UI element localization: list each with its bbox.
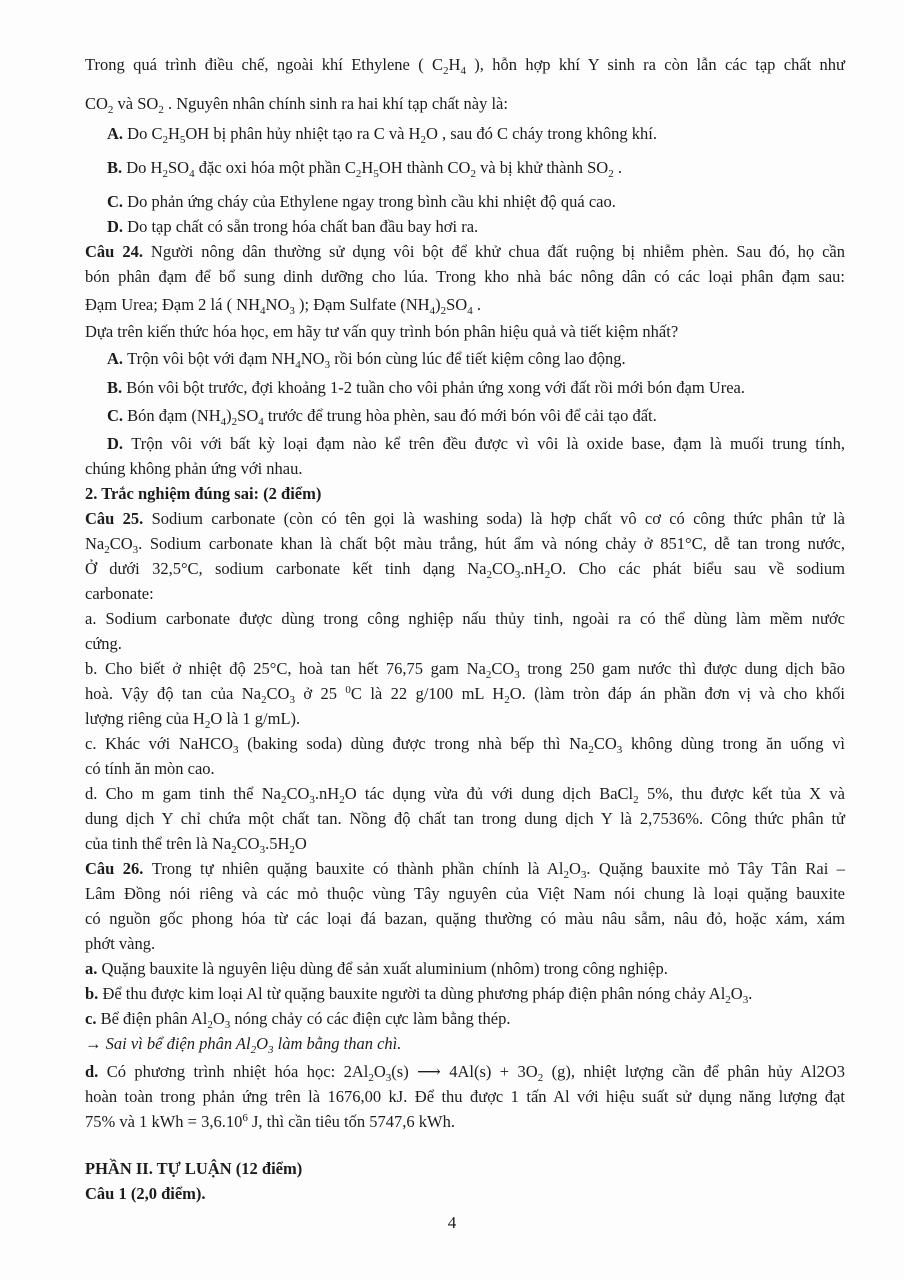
text-segment: Do H [126,158,163,177]
text-segment: Trong tự nhiên quặng bauxite có thành phần chính là Al [151,859,564,878]
text-segment: Sodium carbonate (còn có tên gọi là washing soda) là hợp chất vô cơ có công thức phân tử là [151,509,845,528]
cau24-line-3 [85,292,845,317]
cau26-line-4 [85,931,845,956]
cau25-line-2 [85,531,845,556]
text-segment: C. [107,406,128,425]
text-segment: 2 [231,844,237,856]
cau25-item-b-line-2 [85,681,845,706]
text-segment: c. [85,1009,101,1028]
cau25-item-b-line-1 [85,656,845,681]
text-segment: 5%, thu được kết tủa X và [638,784,845,803]
text-segment: Người nông dân thường sử dụng vôi bột để khử chua đất ruộng bị nhiễm phèn. Sau đó, họ cần [150,242,846,261]
text-segment: ), hỗn hợp khí Y sinh ra còn lẫn các tạp chất như [465,55,845,74]
cau24-option-d-line-2 [85,456,845,481]
text-segment: 4 [429,305,436,317]
text-segment: 4 [460,65,466,77]
text-segment: . Quặng bauxite mỏ Tây Tân Rai – [586,859,846,878]
cau25-item-a-line-1 [85,606,845,631]
cau26-item-b [85,981,845,1006]
text-segment: CO [266,684,290,703]
text-segment: 3 [268,1044,274,1056]
text-segment: ) [435,295,441,314]
text-segment: 3 [324,359,331,371]
text-segment: Bón đạm (NH [127,406,221,425]
text-segment: 2 [504,694,510,706]
cau25-item-b-line-3 [85,706,845,731]
lead-intro-line-2 [85,91,845,116]
text-segment: b. [85,984,103,1003]
cau26-line-1 [85,856,845,881]
text-segment: 2 [725,994,731,1006]
text-segment: 3 [385,1072,392,1084]
text-segment: đặc oxi hóa một phần C [194,158,356,177]
text-segment: CO [593,734,617,753]
text-segment: H [361,158,374,177]
text-segment: 3 [580,869,587,881]
text-segment: SO [446,295,468,314]
lead-intro-line-1 [85,52,845,77]
text-segment: CO [492,559,515,578]
text-segment: B. [107,158,127,177]
text-segment: Câu 25. [85,509,152,528]
text-segment: 3 [616,744,623,756]
cau24-option-c [85,403,845,428]
text-segment: Do C [127,124,163,143]
text-segment: 3 [233,744,239,756]
cau25-item-a-line-2 [85,631,845,656]
text-segment: 2 [355,168,362,180]
text-segment: Trong quá trình điều chế, ngoài khí Ethylene ( [85,55,433,74]
text-segment: (baking soda) dùng được trong nhà bếp thì Na [238,734,589,753]
text-segment: 75% và 1 kWh = 3,6.10 [85,1112,243,1131]
cau26-item-c [85,1006,845,1031]
text-segment: OH thành CO [378,158,471,177]
text-segment: OH bị phân hủy nhiệt tạo ra C và H [185,124,421,143]
cau25-line-3 [85,556,845,581]
cau25-item-d-line-3 [85,831,845,856]
text-segment: chúng không phản ứng với nhau. [85,459,303,478]
text-segment: 3 [132,544,139,556]
text-segment: O [256,1034,269,1053]
text-segment: . [472,295,481,314]
text-segment: 2 [440,305,447,317]
cau24-line-4 [85,319,845,344]
cau24-option-d-line-1 [85,431,845,456]
cau25-item-c-line-2 [85,756,845,781]
page-number: 4 [447,1213,457,1232]
text-segment: 2 [261,694,267,706]
cau26-item-c-correction [85,1031,845,1056]
text-segment: CO [85,94,108,113]
text-segment: . Sodium carbonate khan là chất bột màu trắng, hút ẩm và nóng chảy ở 851°C, dễ tan trong nước, [138,534,845,553]
document-content [85,52,845,1206]
cau24-line-1 [85,239,845,264]
text-segment: O [730,984,743,1003]
text-segment: dung dịch Y chỉ chứa một chất tan. Nồng độ chất tan trong dung dịch Y là 2,7536%. Công thức phân tử [85,809,845,828]
lead-option-c [85,189,845,214]
text-segment: 2 [231,416,238,428]
text-segment: a. [85,959,102,978]
text-segment: . Nguyên nhân chính sinh ra hai khí tạp chất này là: [163,94,508,113]
text-segment: → Sai vì bể điện phân Al [85,1034,251,1053]
text-segment: CO [286,784,310,803]
text-segment: nóng chảy có các điện cực làm bằng thép. [230,1009,511,1028]
text-segment: 2 [563,869,569,881]
text-segment: 2 [250,1044,257,1056]
text-segment: d. [85,1062,107,1081]
text-segment: 5 [179,134,186,146]
text-segment: 2 [420,134,426,146]
text-segment: O là 1 g/mL). [210,709,301,728]
text-segment: .5H [265,834,290,853]
text-segment: Câu 24. [85,242,151,261]
text-segment: 4 [189,168,195,180]
text-segment: Ở dưới 32,5°C, sodium carbonate kết tinh dạng Na [85,559,487,578]
text-segment: O , sau đó C cháy trong không khí. [425,124,657,143]
text-segment: A. [107,349,128,368]
text-segment: SO [237,406,259,425]
section2-heading [85,481,845,506]
text-segment: 2 [443,65,449,77]
text-segment: trước để trung hòa phèn, sau đó mới bón vôi để cải tạo đất. [263,406,657,425]
text-segment: C. [107,192,128,211]
cau25-line-1 [85,506,845,531]
text-segment: 2 [537,1072,544,1084]
text-segment: CO [236,834,260,853]
text-segment: Để thu được kim loại Al từ quặng bauxite người ta dùng phương pháp điện phân nóng chảy Al [102,984,726,1003]
text-segment: 2 [204,719,211,731]
text-segment: ) [226,406,232,425]
text-segment: 4 [260,305,266,317]
text-segment: ở 25 [294,684,346,703]
cau26-item-d-line-1 [85,1059,845,1084]
text-segment: 3 [514,569,521,581]
cau25-item-d-line-1 [85,781,845,806]
text-segment: 2 [162,168,168,180]
text-segment: Do tạp chất có sẵn trong hóa chất ban đầu bay hơi ra. [127,217,479,236]
text-segment: 2 [289,844,295,856]
text-segment: C là 22 g/100 mL H [350,684,505,703]
text-segment: 4 [258,416,264,428]
text-segment: làm bằng than chì. [273,1034,402,1053]
cau25-line-4 [85,581,845,606]
text-segment: không dùng trong ăn uống vì [622,734,845,753]
text-segment: O [294,834,307,853]
text-segment: rồi bón cùng lúc để tiết kiệm công lao động. [330,349,626,368]
text-segment: 3 [742,994,749,1006]
text-segment: 2 [368,1072,374,1084]
text-segment: O. (làm tròn đáp án phần đơn vị và cho khối [509,684,845,703]
text-segment: 2 [485,669,492,681]
text-segment: cứng. [85,634,122,653]
text-segment: hoàn toàn trong phản ứng trên là 1676,00 kJ. Để thu được 1 tấn Al với hiệu suất sử dụng năng lượng đạt [85,1087,845,1106]
text-segment: H [448,55,461,74]
text-segment: Đạm Urea; Đạm 2 lá ( NH [85,295,261,314]
text-segment: 2 [158,104,164,116]
text-segment: d. Cho m gam tinh thể Na [85,784,281,803]
text-segment: Câu 1 (2,0 điểm). [85,1184,206,1203]
part2-heading [85,1156,845,1181]
text-segment: O. Cho các phát biểu sau về sodium [550,559,845,578]
cau26-line-2 [85,881,845,906]
text-segment: D. [107,217,128,236]
text-segment: 2 [207,1019,213,1031]
text-segment: 6 [242,1112,248,1124]
text-segment: Bể điện phân Al [100,1009,208,1028]
text-segment: 3 [289,694,295,706]
text-segment: 2 [633,794,639,806]
text-segment: b. Cho biết ở nhiệt độ 25°C, hoà tan hết 76,75 gam Na [85,659,486,678]
text-segment: 4 [295,359,301,371]
text-segment: bón phân đạm để bổ sung dinh dưỡng cho lúa. Trong kho nhà bác nông dân có các loại phân đạm sau: [85,267,845,286]
text-segment: D. [107,434,132,453]
text-segment: 2. Trắc nghiệm đúng sai: (2 điểm) [85,484,322,503]
text-segment: Bón vôi bột trước, đợi khoảng 1-2 tuần cho vôi phản ứng xong với đất rồi mới bón đạm Urea. [126,378,745,397]
text-segment: Dựa trên kiến thức hóa học, em hãy tư vấn quy trình bón phân hiệu quả và tiết kiệm nhất? [85,322,679,341]
text-segment: 5 [373,168,379,180]
text-segment: có nguồn gốc phong hóa từ các loại đá bazan, quặng thường có màu nâu sẫm, nâu đỏ, hoặc xám, xám [85,909,845,928]
cau26-item-d-line-2 [85,1084,845,1109]
text-segment: O tác dụng vừa đủ với dung dịch BaCl [344,784,634,803]
text-segment: 4 [467,305,473,317]
text-segment: 2 [339,794,345,806]
text-segment: .nH [314,784,340,803]
text-segment: 2 [486,569,492,581]
text-segment: 2 [280,794,287,806]
cau26-item-a [85,956,845,981]
text-segment: lượng riêng của H [85,709,205,728]
text-segment: Quặng bauxite là nguyên liệu dùng để sản xuất aluminium (nhôm) trong công nghiệp. [101,959,668,978]
text-segment: O [568,859,581,878]
text-segment: 3 [259,844,266,856]
text-segment: ); Đạm Sulfate (NH [294,295,430,314]
cau24-line-2 [85,264,845,289]
text-segment: Câu 26. [85,859,152,878]
lead-option-d [85,214,845,239]
text-segment: Có phương trình nhiệt hóa học: 2Al [106,1062,369,1081]
text-segment: 2 [588,744,594,756]
text-segment: trong 250 gam nước thì được dung dịch bão [519,659,845,678]
text-segment: 3 [224,1019,231,1031]
text-segment: J, thì cần tiêu tốn 5747,6 kWh. [247,1112,455,1131]
text-segment: CO [491,659,515,678]
text-segment: 2 [470,168,476,180]
text-segment: carbonate: [85,584,154,603]
text-segment: và SO [113,94,159,113]
text-segment: C [432,55,444,74]
text-segment: hoà. Vậy độ tan của Na [85,684,262,703]
text-segment: O [373,1062,386,1081]
text-segment: Do phản ứng cháy của Ethylene ngay trong bình cầu khi nhiệt độ quá cao. [127,192,616,211]
lead-option-a [85,121,845,146]
text-segment: phớt vàng. [85,934,156,953]
text-segment: . [613,158,622,177]
text-segment: O [212,1009,225,1028]
text-segment: . [748,984,753,1003]
text-segment: PHẦN II. TỰ LUẬN (12 điểm) [85,1159,303,1178]
text-segment: SO [167,158,190,177]
text-segment: 0 [345,684,351,696]
cau26-line-3 [85,906,845,931]
part2-cau1-heading [85,1181,845,1206]
text-segment: .nH [520,559,545,578]
cau25-item-c-line-1 [85,731,845,756]
text-segment: 3 [289,305,295,317]
text-segment: B. [107,378,127,397]
text-segment: và bị khử thành SO [475,158,609,177]
cau24-option-b [85,375,845,400]
text-segment: 4 [220,416,227,428]
text-segment: NO [265,295,290,314]
text-segment: Na [85,534,105,553]
cau26-item-d-line-3 [85,1109,845,1134]
text-segment: (g), nhiệt lượng cần để phân hủy Al2O3 [543,1062,845,1081]
text-segment: Lâm Đồng nói riêng và các mỏ thuộc vùng Tây nguyên của Việt Nam nói chung là loại quặng bauxite [85,884,845,903]
text-segment: 2 [162,134,168,146]
text-segment: NO [300,349,325,368]
text-segment: Trộn vôi bột với đạm NH [127,349,296,368]
text-segment: a. Sodium carbonate được dùng trong công nghiệp nấu thủy tinh, ngoài ra có thể dùng làm mềm nước [85,609,845,628]
text-segment: A. [107,124,128,143]
text-segment: có tính ăn mòn cao. [85,759,215,778]
lead-option-b [85,155,845,180]
text-segment: 2 [608,168,614,180]
text-segment: c. Khác với NaHCO [85,734,234,753]
text-segment: 2 [544,569,551,581]
text-segment: H [167,124,180,143]
cau25-item-d-line-2 [85,806,845,831]
text-segment: Trộn vôi với bất kỳ loại đạm nào kể trên đều được vì vôi là oxide base, đạm là muối trung tính, [131,434,846,453]
text-segment: 3 [514,669,520,681]
text-segment: (s) ⟶ 4Al(s) + 3O [391,1062,538,1081]
text-segment: 3 [309,794,315,806]
text-segment: CO [109,534,133,553]
text-segment: của tinh thể trên là Na [85,834,232,853]
text-segment: 2 [104,544,110,556]
cau24-option-a [85,346,845,371]
text-segment: 2 [107,104,114,116]
